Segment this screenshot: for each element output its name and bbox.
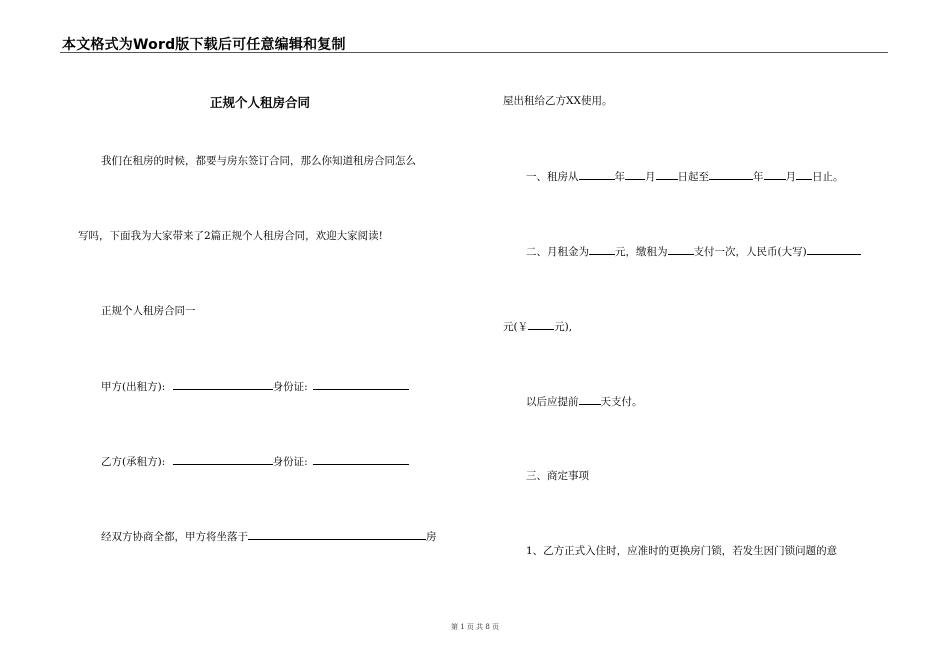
party-b-id-blank [313, 454, 409, 465]
header-divider [60, 52, 888, 53]
start-year-blank [579, 169, 615, 180]
party-b-row [101, 454, 409, 469]
item-1-text: 1、乙方正式入住时，应准时的更换房门锁，若发生因门锁问题的意 [526, 545, 838, 557]
advance-label: 以后应提前 [526, 396, 579, 408]
term-year-1: 年 [614, 171, 625, 183]
party-a-label: 甲方(出租方): [101, 381, 166, 393]
contract-subtitle: 正规个人租房合同一 [101, 305, 196, 317]
party-a-name-blank [173, 379, 273, 390]
end-month-blank [764, 169, 786, 180]
term-day-1: 日起至 [677, 171, 709, 183]
property-address-blank [248, 529, 426, 540]
rent-row [526, 244, 861, 259]
rent-yuan-prefix: 元(￥ [503, 321, 529, 333]
lease-term-row [526, 169, 844, 184]
intro-line-1: 我们在租房的时候，都要与房东签订合同，那么你知道租房合同怎么 [101, 155, 416, 167]
page-footer: 第 1 页 共 8 页 [450, 623, 500, 631]
rent-amount-row [503, 319, 572, 334]
party-b-label: 乙方(承租方): [101, 456, 166, 468]
advance-days-blank [579, 394, 601, 405]
contract-title: 正规个人租房合同 [210, 95, 311, 110]
document-header-banner: 本文格式为Word版下载后可任意编辑和复制 [62, 37, 346, 53]
agreement-suffix: 房 [426, 531, 437, 543]
agreement-prefix: 经双方协商全都，甲方将坐落于 [101, 531, 248, 543]
term-month-1: 月 [645, 171, 656, 183]
term-month-2: 月 [785, 171, 796, 183]
rent-uppercase-blank [807, 244, 861, 255]
party-a-row [101, 379, 409, 394]
end-year-blank [709, 169, 753, 180]
rent-rmb-label: 支付一次，人民币(大写) [693, 246, 807, 258]
rent-amount-blank [528, 319, 554, 330]
section-3-heading: 三、商定事项 [526, 470, 589, 482]
party-b-id-label: 身份证: [272, 456, 308, 468]
start-day-blank [656, 169, 678, 180]
party-a-id-label: 身份证: [272, 381, 308, 393]
advance-payment-row [526, 394, 643, 409]
advance-suffix: 天支付。 [600, 396, 643, 408]
rent-payment-label: 元，缴租为 [615, 246, 668, 258]
payment-period-blank [668, 244, 694, 255]
intro-line-2: 写吗，下面我为大家带来了2篇正规个人租房合同，欢迎大家阅读! [78, 230, 383, 242]
monthly-rent-blank [589, 244, 615, 255]
agreement-row [101, 529, 437, 544]
term-label: 一、租房从 [526, 171, 579, 183]
end-day-blank [796, 169, 812, 180]
party-a-id-blank [313, 379, 409, 390]
term-end: 日止。 [812, 171, 844, 183]
term-year-2: 年 [753, 171, 764, 183]
party-b-name-blank [173, 454, 273, 465]
rent-yuan-suffix: 元), [554, 321, 573, 333]
start-month-blank [625, 169, 645, 180]
rent-label: 二、月租金为 [526, 246, 589, 258]
continued-line: 屋出租给乙方XX使用。 [503, 95, 613, 107]
